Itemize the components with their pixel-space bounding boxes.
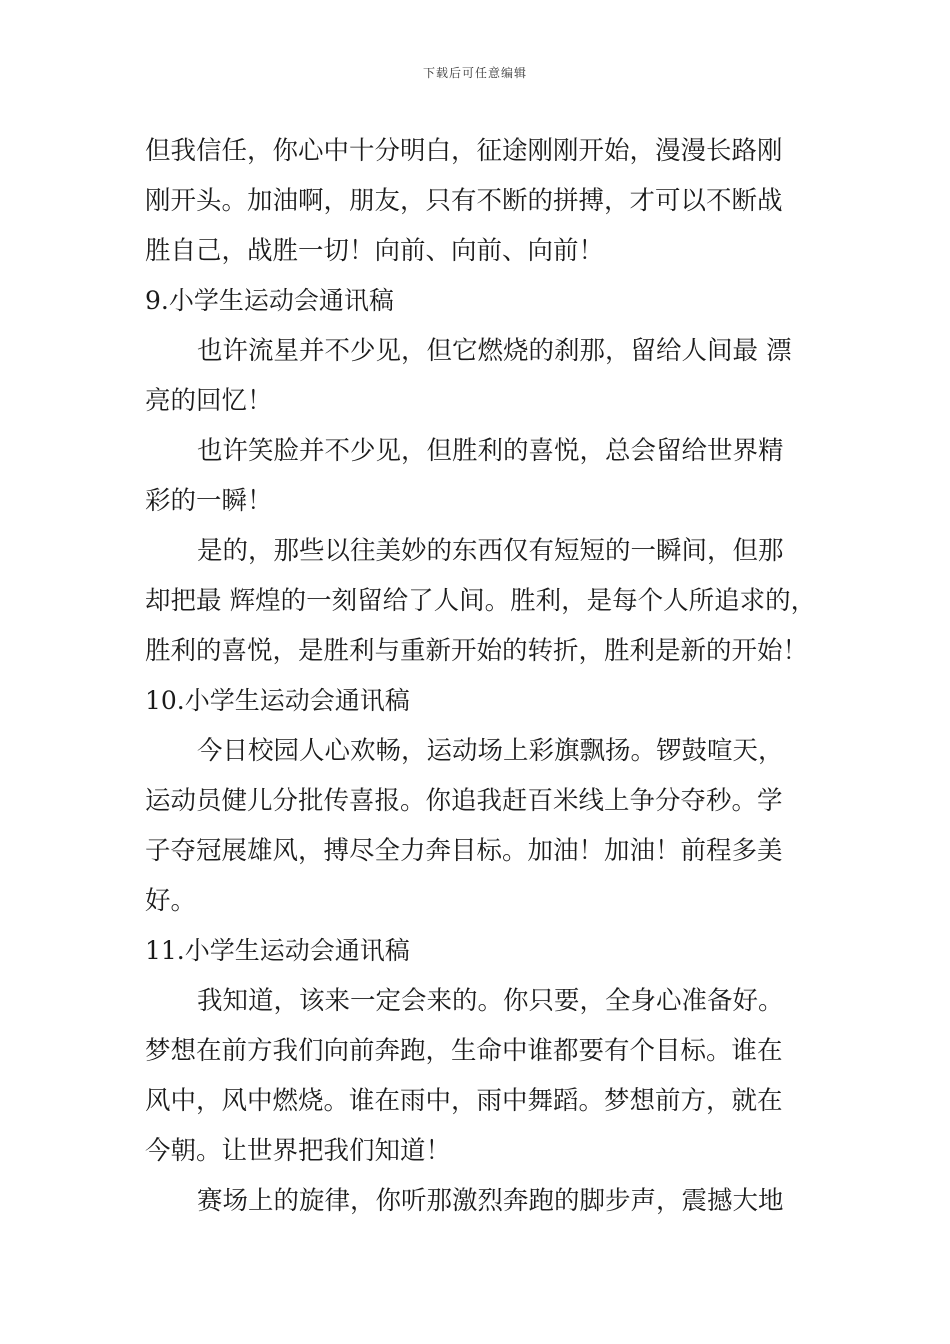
document-body	[145, 126, 825, 1226]
text-line: 胜利的喜悦，是胜利与重新开始的转折，胜利是新的开始！	[145, 636, 809, 666]
text-line: 风中，风中燃烧。谁在雨中，雨中舞蹈。梦想前方，就在	[145, 1086, 783, 1116]
page-header-caption: 下载后可任意编辑	[422, 66, 527, 80]
text-line: 是的，那些以往美妙的东西仅有短短的一瞬间，但那	[197, 536, 784, 566]
text-line: 赛场上的旋律，你听那激烈奔跑的脚步声，震撼大地	[197, 1186, 784, 1216]
text-line: 却把最 辉煌的一刻留给了人间。胜利，是每个人所追求的，	[145, 586, 817, 616]
text-line: 彩的一瞬！	[145, 486, 273, 516]
text-line: 我知道，该来一定会来的。你只要，全身心准备好。	[197, 986, 784, 1016]
text-line: 也许流星并不少见，但它燃烧的刹那，留给人间最 漂	[197, 336, 792, 366]
section-heading: 11.小学生运动会通讯稿	[145, 936, 410, 965]
text-line: 运动员健儿分批传喜报。你追我赶百米线上争分夺秒。学	[145, 786, 783, 816]
text-line: 但我信任，你心中十分明白，征途刚刚开始，漫漫长路刚	[145, 136, 783, 166]
text-line: 亮的回忆！	[145, 386, 273, 416]
text-line: 刚开头。加油啊，朋友，只有不断的拼搏，才可以不断战	[145, 186, 783, 216]
text-line: 今朝。让世界把我们知道！	[145, 1136, 452, 1166]
section-heading: 10.小学生运动会通讯稿	[145, 686, 410, 715]
text-line: 子夺冠展雄风，搏尽全力奔目标。加油！加油！前程多美	[145, 836, 783, 866]
text-line: 也许笑脸并不少见，但胜利的喜悦，总会留给世界精	[197, 436, 784, 466]
text-line: 好。	[145, 886, 197, 916]
section-heading: 9.小学生运动会通讯稿	[145, 286, 394, 315]
text-line: 梦想在前方我们向前奔跑，生命中谁都要有个目标。谁在	[145, 1036, 783, 1066]
text-line: 胜自己，战胜一切！向前、向前、向前！	[145, 236, 605, 266]
text-line: 今日校园人心欢畅，运动场上彩旗飘扬。锣鼓喧天，	[197, 736, 784, 766]
